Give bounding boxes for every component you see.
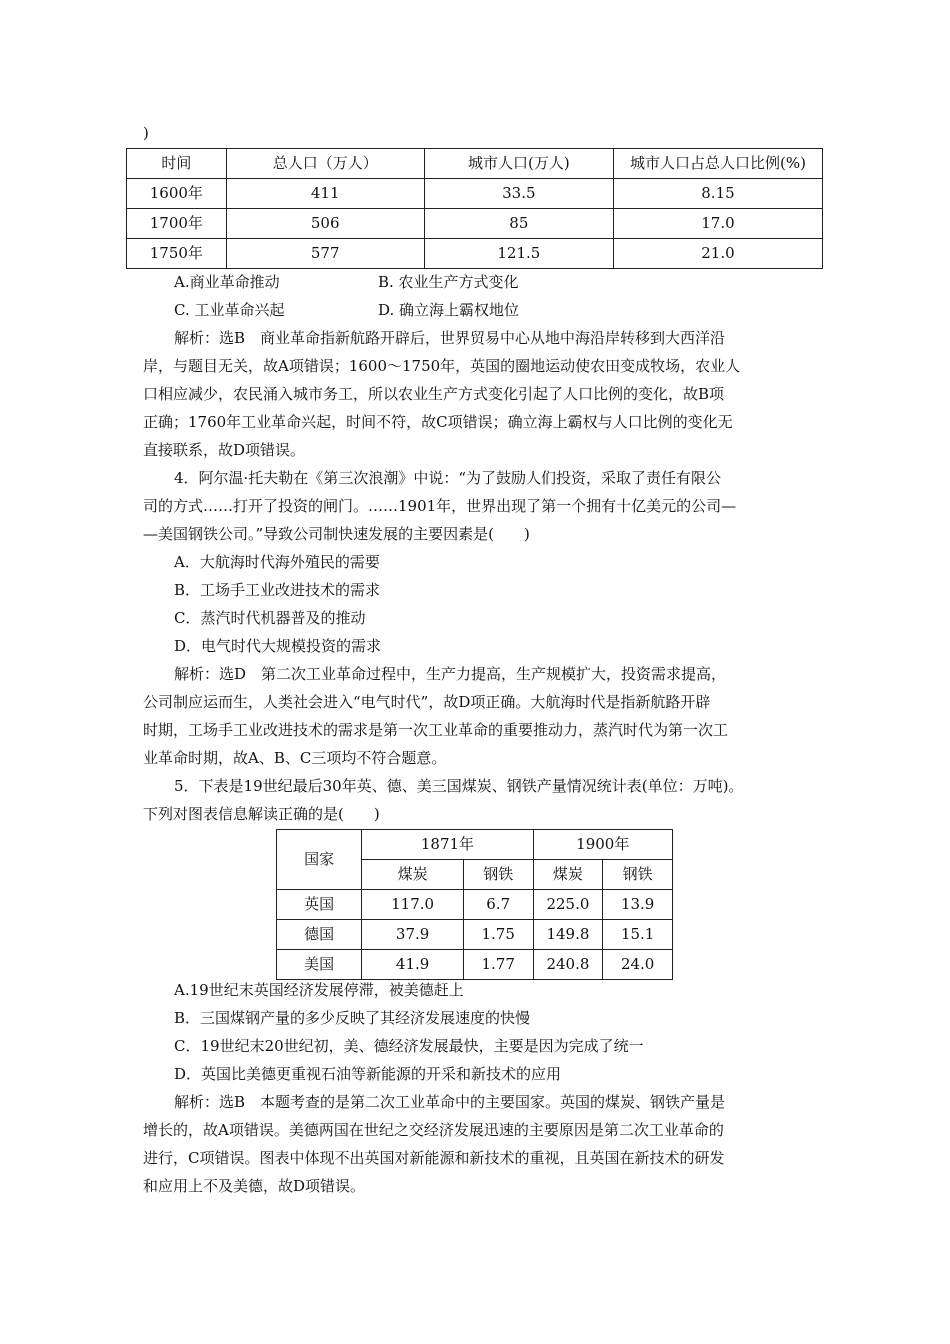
question-stem: 司的方式……打开了投资的闸门。……1901年，世界出现了第一个拥有十亿美元的公司— — [143, 497, 737, 515]
table-cell: 37.9 — [362, 920, 463, 950]
table-cell: 240.8 — [533, 950, 603, 980]
table-cell: 117.0 — [362, 890, 463, 920]
option-d: D．英国比美德更重视石油等新能源的开采和新技术的应用 — [174, 1065, 562, 1083]
analysis-line: 增长的，故A项错误。美德两国在世纪之交经济发展迅速的主要原因是第二次工业革命的 — [143, 1121, 724, 1139]
table-cell: 506 — [226, 209, 424, 239]
option-c: C. 工业革命兴起 — [174, 301, 285, 319]
table-cell: 41.9 — [362, 950, 463, 980]
table-cell: 17.0 — [613, 209, 822, 239]
table-row — [127, 209, 823, 239]
analysis-line: 解析：选B 本题考查的是第二次工业革命中的主要国家。英国的煤炭、钢铁产量是 — [174, 1093, 726, 1111]
option-a: A.19世纪末英国经济发展停滞，被美德赶上 — [174, 981, 464, 999]
table-cell: 6.7 — [463, 890, 533, 920]
table-cell: 33.5 — [424, 179, 613, 209]
table-header-cell: 煤炭 — [362, 860, 463, 890]
option-a: A．大航海时代海外殖民的需要 — [174, 553, 380, 571]
table-cell: 英国 — [277, 890, 362, 920]
table-cell: 1.77 — [463, 950, 533, 980]
question-stem: —美国钢铁公司。”导致公司制快速发展的主要因素是( ) — [143, 525, 530, 543]
analysis-line: 解析：选B 商业革命指新航路开辟后，世界贸易中心从地中海沿岸转移到大西洋沿 — [174, 329, 726, 347]
population-table — [126, 148, 823, 269]
option-c: C．19世纪末20世纪初，美、德经济发展最快，主要是因为完成了统一 — [174, 1037, 644, 1055]
table-cell: 121.5 — [424, 239, 613, 269]
table-header-cell: 钢铁 — [463, 860, 533, 890]
table-cell: 13.9 — [603, 890, 673, 920]
leading-paren: ) — [143, 124, 149, 142]
table-row — [277, 950, 673, 980]
option-c: C．蒸汽时代机器普及的推动 — [174, 609, 366, 627]
analysis-line: 直接联系，故D项错误。 — [143, 441, 306, 459]
table-cell: 411 — [226, 179, 424, 209]
table-cell: 225.0 — [533, 890, 603, 920]
option-b: B．工场手工业改进技术的需求 — [174, 581, 381, 599]
analysis-line: 和应用上不及美德，故D项错误。 — [143, 1177, 366, 1195]
table-cell: 1.75 — [463, 920, 533, 950]
table-cell: 1700年 — [127, 209, 227, 239]
table-header-cell: 1871年 — [362, 830, 533, 860]
option-a: A.商业革命推动 — [174, 273, 280, 291]
question-stem: 下列对图表信息解读正确的是( ) — [143, 805, 380, 823]
option-d: D．电气时代大规模投资的需求 — [174, 637, 382, 655]
table-header-row — [127, 149, 823, 179]
table-cell: 149.8 — [533, 920, 603, 950]
coal-steel-table — [276, 829, 673, 980]
table-header-cell: 城市人口占总人口比例(%) — [613, 149, 822, 179]
table-header-cell: 城市人口(万人) — [424, 149, 613, 179]
analysis-line: 解析：选D 第二次工业革命过程中，生产力提高，生产规模扩大，投资需求提高， — [174, 665, 727, 683]
table-header-cell: 1900年 — [533, 830, 672, 860]
table-cell: 1600年 — [127, 179, 227, 209]
option-b: B. 农业生产方式变化 — [378, 273, 519, 291]
table-cell: 15.1 — [603, 920, 673, 950]
table-row — [127, 179, 823, 209]
question-stem: 5．下表是19世纪最后30年英、德、美三国煤炭、钢铁产量情况统计表(单位：万吨)。 — [174, 777, 744, 795]
option-d: D. 确立海上霸权地位 — [378, 301, 520, 319]
table-header-cell: 钢铁 — [603, 860, 673, 890]
table-cell: 24.0 — [603, 950, 673, 980]
table-row — [277, 890, 673, 920]
table-cell: 85 — [424, 209, 613, 239]
analysis-line: 进行，C项错误。图表中体现不出英国对新能源和新技术的重视，且英国在新技术的研发 — [143, 1149, 725, 1167]
analysis-line: 公司制应运而生，人类社会进入“电气时代”，故D项正确。大航海时代是指新航路开辟 — [143, 693, 711, 711]
table-cell: 21.0 — [613, 239, 822, 269]
table-cell: 577 — [226, 239, 424, 269]
analysis-line: 业革命时期，故A、B、C三项均不符合题意。 — [143, 749, 447, 767]
question-stem: 4．阿尔温·托夫勒在《第三次浪潮》中说：“为了鼓励人们投资，采取了责任有限公 — [174, 469, 721, 487]
table-header-row — [277, 830, 673, 860]
table-header-cell: 国家 — [277, 830, 362, 890]
table-header-cell: 煤炭 — [533, 860, 603, 890]
table-header-cell: 时间 — [127, 149, 227, 179]
table-cell: 8.15 — [613, 179, 822, 209]
option-b: B．三国煤钢产量的多少反映了其经济发展速度的快慢 — [174, 1009, 531, 1027]
table-cell: 1750年 — [127, 239, 227, 269]
table-header-cell: 总人口（万人） — [226, 149, 424, 179]
analysis-line: 口相应减少，农民涌入城市务工，所以农业生产方式变化引起了人口比例的变化，故B项 — [143, 385, 725, 403]
analysis-line: 岸，与题目无关，故A项错误；1600～1750年，英国的圈地运动使农田变成牧场，农业人 — [143, 357, 741, 375]
table-row — [127, 239, 823, 269]
table-row — [277, 920, 673, 950]
table-cell: 美国 — [277, 950, 362, 980]
analysis-line: 正确；1760年工业革命兴起，时间不符，故C项错误；确立海上霸权与人口比例的变化无 — [143, 413, 733, 431]
table-cell: 德国 — [277, 920, 362, 950]
analysis-line: 时期，工场手工业改进技术的需求是第一次工业革命的重要推动力，蒸汽时代为第一次工 — [143, 721, 729, 739]
